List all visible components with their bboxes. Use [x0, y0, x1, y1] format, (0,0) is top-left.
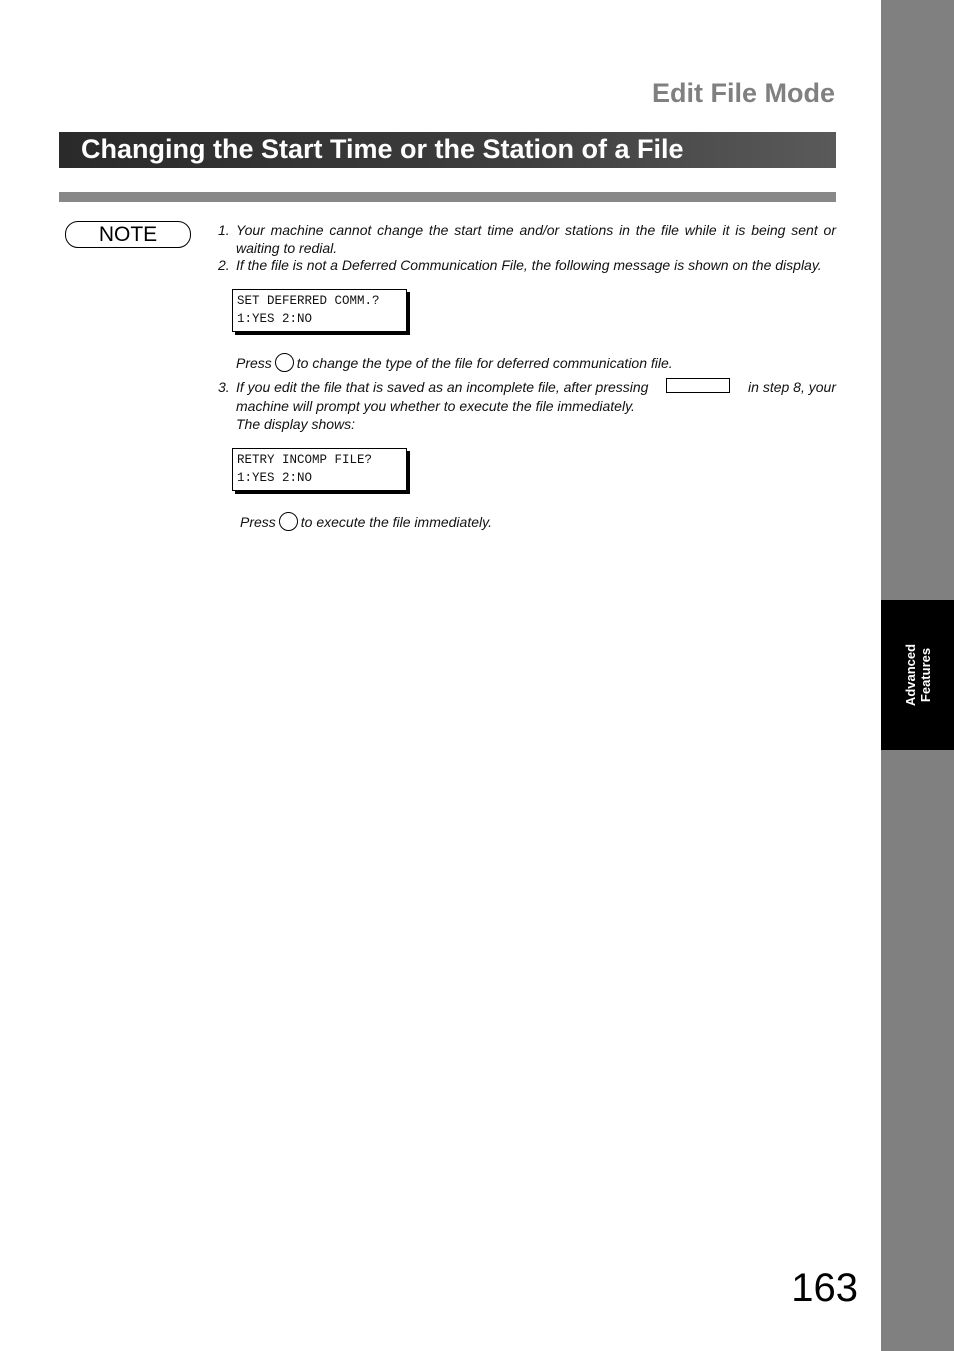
note-1-number: 1.: [218, 222, 230, 238]
note-3-line-3: The display shows:: [236, 416, 356, 432]
chapter-tab-label: Advanced Features: [902, 643, 933, 707]
section-title: Edit File Mode: [651, 78, 835, 108]
set-key-icon: [666, 378, 730, 393]
divider-rule: [59, 192, 836, 202]
note-2-number: 2.: [218, 257, 230, 273]
lcd-line-2: 1:YES 2:NO: [237, 312, 313, 326]
note-3-line-2: machine will prompt you whether to execute the file immediately.: [236, 398, 635, 414]
lcd-line-1: RETRY INCOMP FILE?: [237, 453, 373, 467]
note-1-line-2: waiting to redial.: [236, 240, 338, 256]
page-title: Changing the Start Time or the Station of a File: [81, 134, 684, 164]
lcd-line-1: SET DEFERRED COMM.?: [237, 294, 380, 308]
start-key-icon: [279, 512, 298, 531]
page-number: 163: [791, 1266, 858, 1310]
chapter-tab: [881, 600, 954, 750]
note-3-number: 3.: [218, 379, 230, 395]
note-1-line-1: Your machine cannot change the start time and/or stations in the file while it is being sent or: [236, 222, 836, 238]
lcd-line-2: 1:YES 2:NO: [237, 471, 313, 485]
note-2-line-1: If the file is not a Deferred Communication File, the following message is shown on the display.: [236, 257, 822, 273]
note-3-line-1: If you edit the file that is saved as an incomplete file, after pressing in step 8, your: [236, 379, 836, 395]
lcd-display-retry: [232, 448, 407, 491]
start-key-icon: [275, 353, 294, 372]
note-2-press-line: Press to change the type of the file for deferred communication file.: [236, 355, 673, 371]
note-label: NOTE: [65, 221, 191, 248]
note-3-press-line: Press to execute the file immediately.: [240, 514, 492, 530]
page-title-bar: [59, 132, 836, 168]
lcd-display-deferred: [232, 289, 407, 332]
